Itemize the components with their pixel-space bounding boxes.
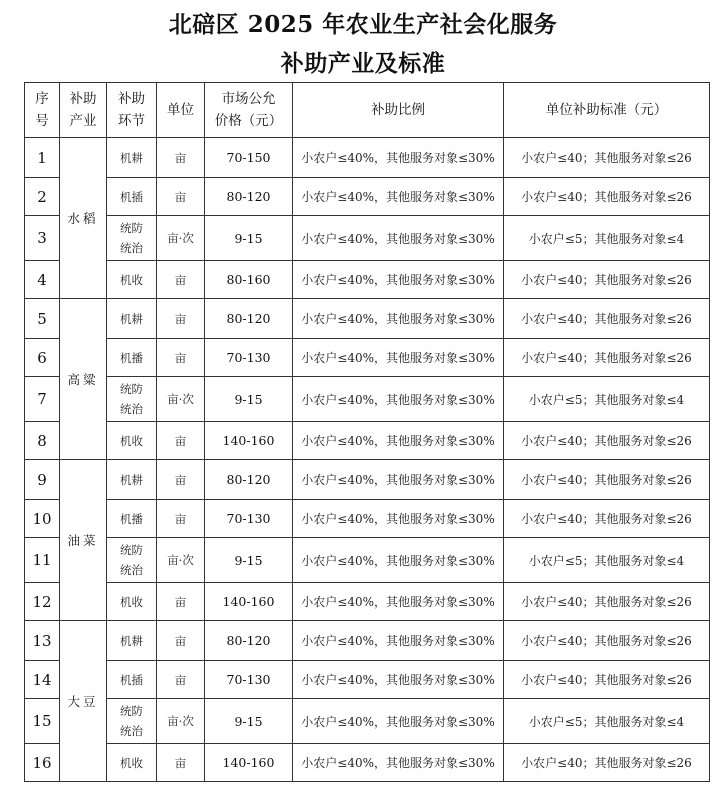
stage-line: 统防 xyxy=(120,704,143,718)
ratio-cell: 小农户≤40%，其他服务对象≤30% xyxy=(293,178,504,216)
header-industry xyxy=(60,83,107,138)
stage-cell xyxy=(107,744,157,782)
unit-cell: 亩 xyxy=(157,261,205,299)
price-cell: 140-160 xyxy=(205,744,293,782)
industry-cell: 水稻 xyxy=(60,138,107,299)
header-unit: 单位 xyxy=(157,83,205,138)
unit-cell: 亩 xyxy=(157,661,205,699)
unit-cell: 亩 xyxy=(157,744,205,782)
price-cell: 140-160 xyxy=(205,583,293,621)
industry-cell: 油菜 xyxy=(60,460,107,621)
table-row xyxy=(25,138,710,178)
standard-cell: 小农户≤5；其他服务对象≤4 xyxy=(504,216,710,261)
price-cell: 9-15 xyxy=(205,216,293,261)
table-row xyxy=(25,261,710,299)
price-cell: 140-160 xyxy=(205,422,293,460)
ratio-cell: 小农户≤40%，其他服务对象≤30% xyxy=(293,538,504,583)
price-cell: 9-15 xyxy=(205,538,293,583)
unit-cell: 亩 xyxy=(157,583,205,621)
stage-line: 统防 xyxy=(120,382,143,396)
header-stage-line2: 环节 xyxy=(118,113,145,129)
table-row xyxy=(25,299,710,339)
table-body xyxy=(25,138,710,782)
unit-cell: 亩 xyxy=(157,460,205,500)
unit-cell: 亩 xyxy=(157,500,205,538)
seq-cell: 12 xyxy=(25,583,60,621)
stage-cell xyxy=(107,500,157,538)
stage-cell xyxy=(107,178,157,216)
stage-line: 机收 xyxy=(120,272,143,287)
header-industry-line1: 补助 xyxy=(69,91,97,107)
seq-cell: 15 xyxy=(25,699,60,744)
seq-cell: 4 xyxy=(25,261,60,299)
header-price-line1: 市场公允 xyxy=(221,91,276,107)
header-standard: 单位补助标准（元） xyxy=(504,83,710,138)
stage-cell xyxy=(107,661,157,699)
header-stage-line1: 补助 xyxy=(118,91,145,107)
stage-cell xyxy=(107,699,157,744)
stage-cell xyxy=(107,299,157,339)
header-stage xyxy=(107,83,157,138)
ratio-cell: 小农户≤40%，其他服务对象≤30% xyxy=(293,460,504,500)
standard-cell: 小农户≤40；其他服务对象≤26 xyxy=(504,621,710,661)
seq-cell: 9 xyxy=(25,460,60,500)
stage-line: 机耕 xyxy=(120,311,143,326)
standard-cell: 小农户≤40；其他服务对象≤26 xyxy=(504,422,710,460)
page-subtitle: 补助产业及标准 xyxy=(280,50,446,77)
header-industry-line2: 产业 xyxy=(69,113,97,129)
header-price xyxy=(205,83,293,138)
stage-line: 机收 xyxy=(120,594,143,609)
price-cell: 80-120 xyxy=(205,178,293,216)
stage-line: 机耕 xyxy=(120,150,143,165)
ratio-cell: 小农户≤40%，其他服务对象≤30% xyxy=(293,339,504,377)
unit-cell: 亩 xyxy=(157,621,205,661)
header-seq-line1: 序 xyxy=(35,91,49,107)
table-row xyxy=(25,339,710,377)
seq-cell: 1 xyxy=(25,138,60,178)
stage-cell xyxy=(107,138,157,178)
ratio-cell: 小农户≤40%，其他服务对象≤30% xyxy=(293,261,504,299)
seq-cell: 3 xyxy=(25,216,60,261)
standard-cell: 小农户≤40；其他服务对象≤26 xyxy=(504,178,710,216)
price-cell: 70-130 xyxy=(205,500,293,538)
table-row xyxy=(25,377,710,422)
table-row xyxy=(25,744,710,782)
stage-line: 统治 xyxy=(120,563,143,577)
seq-cell: 7 xyxy=(25,377,60,422)
subsidy-table xyxy=(24,82,710,782)
stage-cell xyxy=(107,377,157,422)
stage-cell xyxy=(107,422,157,460)
stage-line: 机收 xyxy=(120,433,143,448)
unit-cell: 亩 xyxy=(157,422,205,460)
standard-cell: 小农户≤40；其他服务对象≤26 xyxy=(504,339,710,377)
ratio-cell: 小农户≤40%，其他服务对象≤30% xyxy=(293,422,504,460)
stage-line: 统治 xyxy=(120,241,143,255)
table-row xyxy=(25,661,710,699)
seq-cell: 13 xyxy=(25,621,60,661)
ratio-cell: 小农户≤40%，其他服务对象≤30% xyxy=(293,299,504,339)
standard-cell: 小农户≤40；其他服务对象≤26 xyxy=(504,460,710,500)
table-row xyxy=(25,460,710,500)
unit-cell: 亩 xyxy=(157,178,205,216)
standard-cell: 小农户≤40；其他服务对象≤26 xyxy=(504,299,710,339)
header-ratio: 补助比例 xyxy=(293,83,504,138)
stage-line: 统治 xyxy=(120,402,143,416)
unit-cell: 亩·次 xyxy=(157,377,205,422)
stage-cell xyxy=(107,583,157,621)
header-seq-line2: 号 xyxy=(35,113,49,129)
industry-cell: 大豆 xyxy=(60,621,107,782)
price-cell: 80-160 xyxy=(205,261,293,299)
unit-cell: 亩 xyxy=(157,138,205,178)
table-header-row xyxy=(25,83,710,138)
ratio-cell: 小农户≤40%，其他服务对象≤30% xyxy=(293,583,504,621)
stage-line: 机收 xyxy=(120,755,143,770)
standard-cell: 小农户≤5；其他服务对象≤4 xyxy=(504,538,710,583)
stage-line: 统防 xyxy=(120,543,143,557)
price-cell: 70-150 xyxy=(205,138,293,178)
table-row xyxy=(25,538,710,583)
unit-cell: 亩·次 xyxy=(157,538,205,583)
seq-cell: 8 xyxy=(25,422,60,460)
header-price-line2: 价格（元） xyxy=(214,113,283,129)
seq-cell: 16 xyxy=(25,744,60,782)
standard-cell: 小农户≤40；其他服务对象≤26 xyxy=(504,138,710,178)
stage-cell xyxy=(107,261,157,299)
stage-cell xyxy=(107,621,157,661)
page-title: 北碚区 2025 年农业生产社会化服务 xyxy=(168,11,558,38)
stage-line: 机插 xyxy=(120,672,143,687)
seq-cell: 2 xyxy=(25,178,60,216)
table-row xyxy=(25,422,710,460)
industry-cell: 高粱 xyxy=(60,299,107,460)
unit-cell: 亩·次 xyxy=(157,699,205,744)
seq-cell: 6 xyxy=(25,339,60,377)
ratio-cell: 小农户≤40%，其他服务对象≤30% xyxy=(293,661,504,699)
stage-line: 机播 xyxy=(120,350,143,365)
stage-cell xyxy=(107,460,157,500)
standard-cell: 小农户≤40；其他服务对象≤26 xyxy=(504,500,710,538)
price-cell: 80-120 xyxy=(205,621,293,661)
unit-cell: 亩·次 xyxy=(157,216,205,261)
standard-cell: 小农户≤40；其他服务对象≤26 xyxy=(504,583,710,621)
seq-cell: 5 xyxy=(25,299,60,339)
stage-cell xyxy=(107,339,157,377)
ratio-cell: 小农户≤40%，其他服务对象≤30% xyxy=(293,744,504,782)
table-row xyxy=(25,216,710,261)
price-cell: 9-15 xyxy=(205,699,293,744)
seq-cell: 11 xyxy=(25,538,60,583)
table-row xyxy=(25,621,710,661)
standard-cell: 小农户≤5；其他服务对象≤4 xyxy=(504,377,710,422)
ratio-cell: 小农户≤40%，其他服务对象≤30% xyxy=(293,621,504,661)
price-cell: 70-130 xyxy=(205,339,293,377)
standard-cell: 小农户≤40；其他服务对象≤26 xyxy=(504,261,710,299)
unit-cell: 亩 xyxy=(157,299,205,339)
standard-cell: 小农户≤40；其他服务对象≤26 xyxy=(504,744,710,782)
stage-line: 机播 xyxy=(120,511,143,526)
stage-cell xyxy=(107,538,157,583)
standard-cell: 小农户≤5；其他服务对象≤4 xyxy=(504,699,710,744)
table-row xyxy=(25,699,710,744)
ratio-cell: 小农户≤40%，其他服务对象≤30% xyxy=(293,377,504,422)
unit-cell: 亩 xyxy=(157,339,205,377)
stage-line: 统治 xyxy=(120,724,143,738)
seq-cell: 10 xyxy=(25,500,60,538)
price-cell: 80-120 xyxy=(205,299,293,339)
price-cell: 70-130 xyxy=(205,661,293,699)
standard-cell: 小农户≤40；其他服务对象≤26 xyxy=(504,661,710,699)
table-row xyxy=(25,583,710,621)
price-cell: 9-15 xyxy=(205,377,293,422)
price-cell: 80-120 xyxy=(205,460,293,500)
stage-line: 统防 xyxy=(120,221,143,235)
table-row xyxy=(25,178,710,216)
stage-line: 机插 xyxy=(120,189,143,204)
stage-line: 机耕 xyxy=(120,472,143,487)
ratio-cell: 小农户≤40%，其他服务对象≤30% xyxy=(293,699,504,744)
ratio-cell: 小农户≤40%，其他服务对象≤30% xyxy=(293,216,504,261)
ratio-cell: 小农户≤40%，其他服务对象≤30% xyxy=(293,138,504,178)
ratio-cell: 小农户≤40%，其他服务对象≤30% xyxy=(293,500,504,538)
seq-cell: 14 xyxy=(25,661,60,699)
table-row xyxy=(25,500,710,538)
header-seq xyxy=(25,83,60,138)
stage-cell xyxy=(107,216,157,261)
stage-line: 机耕 xyxy=(120,633,143,648)
